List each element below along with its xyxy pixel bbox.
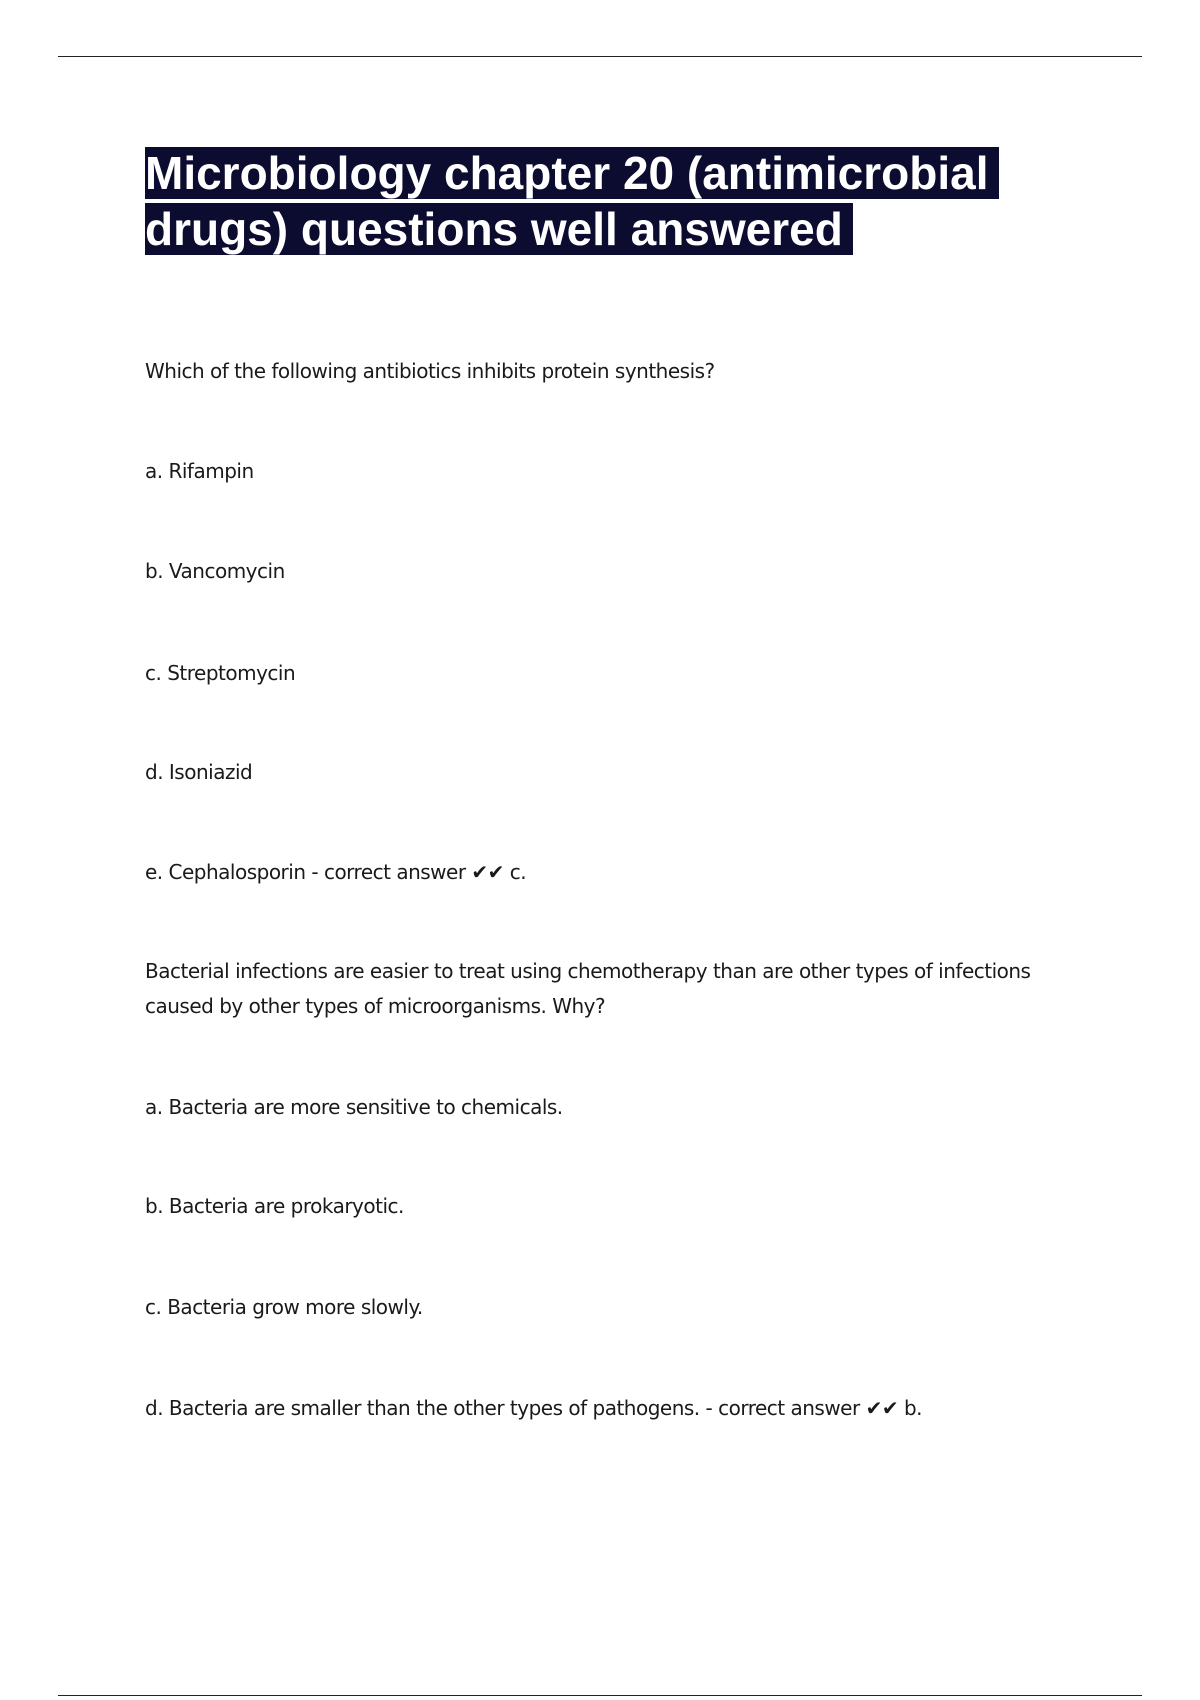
header-rule: [58, 56, 1142, 57]
question-1-option-a: a. Rifampin: [145, 459, 254, 483]
question-2-option-c: c. Bacteria grow more slowly.: [145, 1295, 423, 1319]
question-2-option-d-answer: d. Bacteria are smaller than the other types of pathogens. - correct answer ✔✔ b.: [145, 1396, 922, 1420]
question-1-prompt: Which of the following antibiotics inhibits protein synthesis?: [145, 359, 715, 383]
question-1-option-d: d. Isoniazid: [145, 760, 253, 784]
question-2-option-b: b. Bacteria are prokaryotic.: [145, 1194, 404, 1218]
document-title: [145, 145, 1041, 257]
title-line-1: Microbiology chapter 20 (antimicrobial: [145, 147, 999, 199]
question-2-prompt: [145, 954, 1075, 1024]
footer-rule: [58, 1695, 1142, 1696]
question-2-prompt-line-2: caused by other types of microorganisms. Why?: [145, 994, 606, 1018]
question-1-option-c: c. Streptomycin: [145, 661, 296, 685]
question-2-prompt-line-1: Bacterial infections are easier to treat using chemotherapy than are other types of infections: [145, 959, 1031, 983]
title-line-2: drugs) questions well answered: [145, 203, 853, 255]
question-2-option-a: a. Bacteria are more sensitive to chemicals.: [145, 1095, 563, 1119]
question-1-option-b: b. Vancomycin: [145, 559, 285, 583]
question-1-option-e-answer: e. Cephalosporin - correct answer ✔✔ c.: [145, 860, 527, 884]
